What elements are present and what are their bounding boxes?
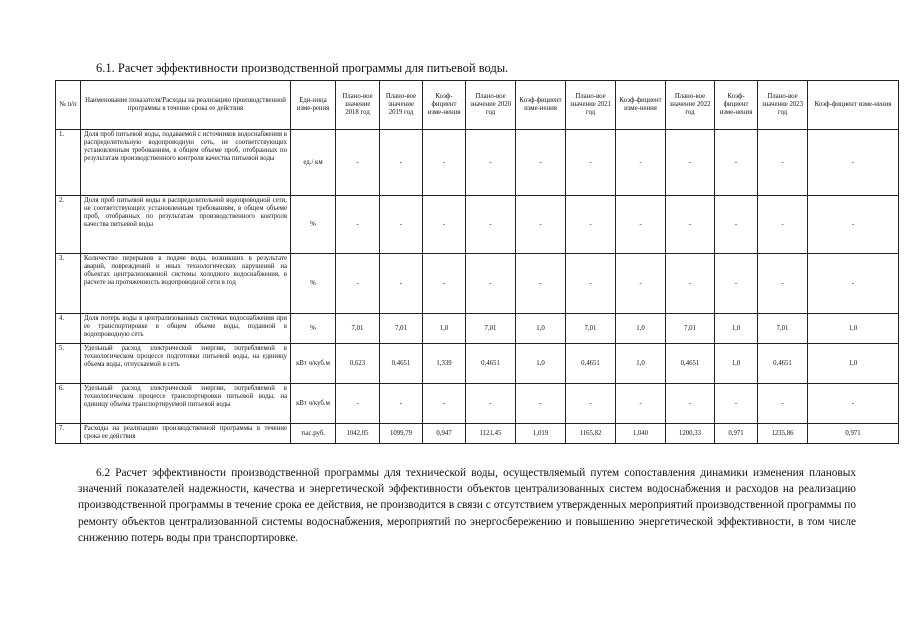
efficiency-table xyxy=(55,80,899,444)
header-cell: Плано-вое значение 2019 год xyxy=(380,81,423,130)
value-cell: 1,0 xyxy=(516,314,566,344)
value-cell: - xyxy=(616,196,666,254)
value-cell: 1,0 xyxy=(808,314,899,344)
value-cell: 0,971 xyxy=(808,424,899,444)
header-cell: Плано-вое значение 2021 год xyxy=(566,81,616,130)
value-cell: 0,4651 xyxy=(466,344,516,384)
value-cell: - xyxy=(758,254,808,314)
value-cell: - xyxy=(666,196,715,254)
value-cell: 7,01 xyxy=(380,314,423,344)
value-cell: - xyxy=(516,254,566,314)
value-cell: - xyxy=(808,254,899,314)
value-cell: - xyxy=(566,384,616,424)
value-cell: 0,623 xyxy=(336,344,380,384)
unit-cell: % xyxy=(291,254,336,314)
section-title: 6.1. Расчет эффективности производственной программы для питьевой воды. xyxy=(96,61,509,75)
indicator-name: Доля проб питьевой воды, подаваемой с источников водоснабжения в распределительную водопроводную сеть, не соответствующих установленным требованиям, в общем объеме проб, отобранных по результатам производственного контроля качества питьевой воды xyxy=(81,130,291,196)
value-cell: 1,0 xyxy=(616,314,666,344)
value-cell: - xyxy=(466,254,516,314)
value-cell: - xyxy=(516,196,566,254)
value-cell: 1,0 xyxy=(616,344,666,384)
unit-cell: % xyxy=(291,196,336,254)
unit-cell: кВт ч/куб.м xyxy=(291,344,336,384)
header-cell: Плано-вое значение 2023 год xyxy=(758,81,808,130)
value-cell: 1235,86 xyxy=(758,424,808,444)
value-cell: - xyxy=(715,384,758,424)
indicator-name: Удельный расход электрической энергии, потребляемой в технологическом процессе подготовки питьевой воды, на единицу объема воды, отпускаемой в сеть xyxy=(81,344,291,384)
value-cell: - xyxy=(616,384,666,424)
value-cell: - xyxy=(336,384,380,424)
table-row xyxy=(56,344,899,384)
value-cell: 1121,45 xyxy=(466,424,516,444)
header-cell: Коэф-фициент изме-нения xyxy=(715,81,758,130)
value-cell: 1200,33 xyxy=(666,424,715,444)
value-cell: - xyxy=(380,384,423,424)
value-cell: 0,4651 xyxy=(758,344,808,384)
unit-cell: кВт ч/куб.м xyxy=(291,384,336,424)
value-cell: 1,040 xyxy=(616,424,666,444)
header-cell: Еди-ница изме-рения xyxy=(291,81,336,130)
value-cell: - xyxy=(808,130,899,196)
value-cell: 0,4651 xyxy=(566,344,616,384)
table-row xyxy=(56,254,899,314)
value-cell: - xyxy=(715,254,758,314)
value-cell: - xyxy=(666,254,715,314)
unit-cell: ед./ км xyxy=(291,130,336,196)
value-cell: - xyxy=(516,384,566,424)
value-cell: - xyxy=(715,196,758,254)
header-cell: № п/п xyxy=(56,81,81,130)
indicator-name: Расходы на реализацию производственной программы в течение срока ее действия xyxy=(81,424,291,444)
value-cell: - xyxy=(423,130,466,196)
value-cell: 1099,79 xyxy=(380,424,423,444)
table-row xyxy=(56,424,899,444)
indicator-name: Удельный расход электрической энергии, потребляемой в технологическом процессе транспортировки питьевой воды, на единицу объема транспортируемой питьевой воды xyxy=(81,384,291,424)
header-cell: Коэф-фициент изме-нения xyxy=(616,81,666,130)
table-row xyxy=(56,196,899,254)
header-cell: Плано-вое значение 2020 год xyxy=(466,81,516,130)
value-cell: - xyxy=(616,254,666,314)
value-cell: - xyxy=(423,384,466,424)
row-number: 4. xyxy=(56,314,81,344)
row-number: 5. xyxy=(56,344,81,384)
value-cell: - xyxy=(466,130,516,196)
value-cell: - xyxy=(466,384,516,424)
value-cell: - xyxy=(466,196,516,254)
value-cell: 0,4651 xyxy=(666,344,715,384)
table-header-row xyxy=(56,81,899,130)
value-cell: 1,0 xyxy=(516,344,566,384)
value-cell: 0,947 xyxy=(423,424,466,444)
unit-cell: тыс.руб. xyxy=(291,424,336,444)
value-cell: 1,0 xyxy=(423,314,466,344)
value-cell: - xyxy=(423,254,466,314)
header-cell: Плано-вое значение 2022 год xyxy=(666,81,715,130)
row-number: 7. xyxy=(56,424,81,444)
value-cell: 1,0 xyxy=(808,344,899,384)
value-cell: - xyxy=(715,130,758,196)
value-cell: 0,4651 xyxy=(380,344,423,384)
value-cell: - xyxy=(808,196,899,254)
header-cell: Коэф-фициент изме-нения xyxy=(516,81,566,130)
value-cell: - xyxy=(380,196,423,254)
value-cell: - xyxy=(758,384,808,424)
table-body xyxy=(56,130,899,444)
row-number: 3. xyxy=(56,254,81,314)
value-cell: 1,0 xyxy=(715,314,758,344)
value-cell: - xyxy=(566,130,616,196)
paragraph-6-2: 6.2 Расчет эффективности производственной программы для технической воды, осуществляемый путем сопоставления динамики изменения плановых значений показателей надежности, качества и энергетической эффективности объектов централизованных систем водоснабжения и расходов на реализацию производственной программы в течение срока ее действия, не производится в связи с отсутствием утвержденных мероприятий производственной программы по ремонту объектов централизованной системы водоснабжения, мероприятий по энергосбережению и повышению энергетической эффективности, в том числе снижению потерь воды при транспортировке. xyxy=(78,467,856,544)
row-number: 1. xyxy=(56,130,81,196)
value-cell: 1042,05 xyxy=(336,424,380,444)
value-cell: - xyxy=(666,130,715,196)
value-cell: 0,971 xyxy=(715,424,758,444)
row-number: 2. xyxy=(56,196,81,254)
value-cell: - xyxy=(808,384,899,424)
value-cell: - xyxy=(380,254,423,314)
value-cell: 7,01 xyxy=(666,314,715,344)
value-cell: 7,01 xyxy=(758,314,808,344)
indicator-name: Количество перерывов в подаче воды, возникших в результате аварий, повреждений и иных технологических нарушений на объектах централизованной системы холодного водоснабжения, в расчете на протяженность водопроводной сети в год xyxy=(81,254,291,314)
value-cell: - xyxy=(336,254,380,314)
unit-cell: % xyxy=(291,314,336,344)
value-cell: - xyxy=(566,196,616,254)
table-row xyxy=(56,130,899,196)
row-number: 6. xyxy=(56,384,81,424)
value-cell: 7,01 xyxy=(466,314,516,344)
value-cell: - xyxy=(616,130,666,196)
header-cell: Плано-вое значение 2018 год xyxy=(336,81,380,130)
value-cell: 1,0 xyxy=(715,344,758,384)
value-cell: - xyxy=(666,384,715,424)
header-cell: Коэф-фициент изме-нения xyxy=(423,81,466,130)
value-cell: - xyxy=(336,130,380,196)
header-cell: Наименование показателя/Расходы на реализацию производственной программы в течение срока ее действия xyxy=(81,81,291,130)
value-cell: - xyxy=(336,196,380,254)
table-row xyxy=(56,314,899,344)
indicator-name: Доля проб питьевой воды в распределительной водопроводной сети, не соответствующих установленным требованиям, в общем объеме проб, отобранных по результатам производственного контроля качества питьевой воды xyxy=(81,196,291,254)
value-cell: - xyxy=(423,196,466,254)
value-cell: - xyxy=(758,130,808,196)
value-cell: 1,019 xyxy=(516,424,566,444)
indicator-name: Доля потерь воды в централизованных системах водоснабжения при ее транспортировке в общем объеме воды, поданной в водопроводную сеть xyxy=(81,314,291,344)
value-cell: - xyxy=(516,130,566,196)
value-cell: - xyxy=(380,130,423,196)
table-row xyxy=(56,384,899,424)
value-cell: 1,339 xyxy=(423,344,466,384)
header-cell: Коэф-фициент изме-нения xyxy=(808,81,899,130)
value-cell: - xyxy=(758,196,808,254)
value-cell: 7,01 xyxy=(336,314,380,344)
value-cell: 7,01 xyxy=(566,314,616,344)
value-cell: 1165,82 xyxy=(566,424,616,444)
value-cell: - xyxy=(566,254,616,314)
